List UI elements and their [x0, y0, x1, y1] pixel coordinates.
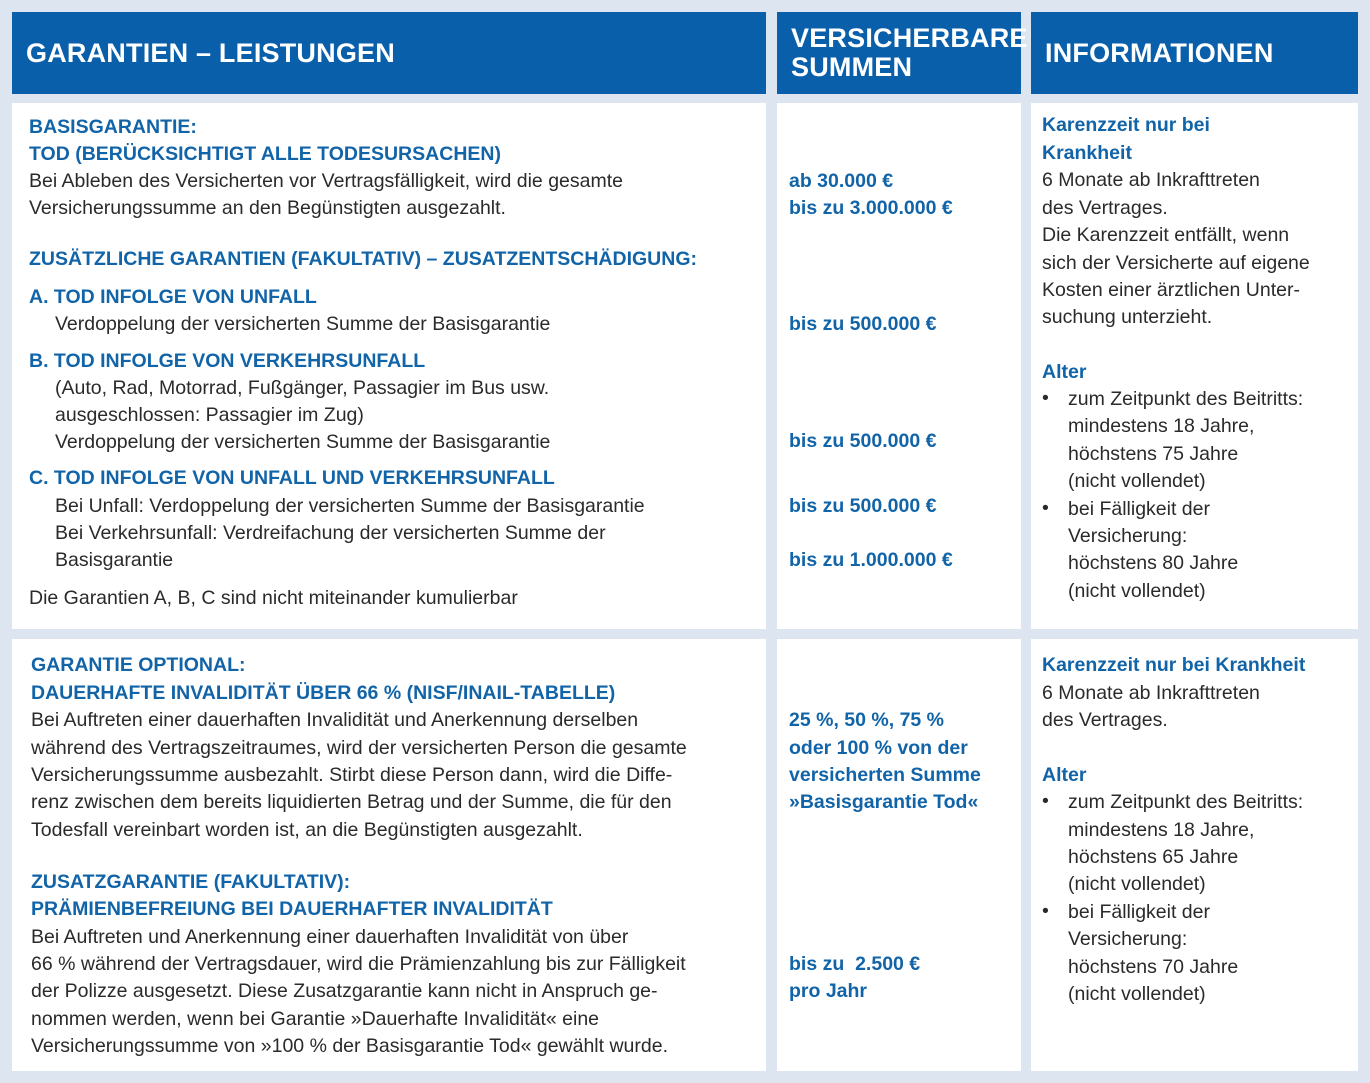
header-informationen-text: INFORMATIONEN	[1045, 37, 1274, 68]
header-summen-line2: SUMMEN	[791, 52, 913, 82]
karenz-text-3: Die Karenzzeit entfällt, wenn	[1042, 224, 1290, 246]
opt-text-4: renz zwischen dem bereits liquidierten Betrag und der Summe, die für den	[31, 791, 672, 813]
alter2-title: Alter	[1042, 764, 1087, 786]
b-text-1: (Auto, Rad, Motorrad, Fußgänger, Passagier im Bus usw.	[55, 377, 550, 399]
summe-opt-4: »Basisgarantie Tod«	[789, 791, 979, 813]
c-title: C. TOD INFOLGE VON UNFALL UND VERKEHRSUNFALL	[29, 467, 555, 489]
opt-text-1: Bei Auftreten einer dauerhaften Invalidität und Anerkennung derselben	[31, 709, 639, 731]
section1-summen	[777, 103, 1021, 629]
alter2-b2-1: bei Fälligkeit der	[1068, 901, 1210, 923]
summe-basis-1: ab 30.000 €	[789, 170, 894, 192]
summe-c2: bis zu 1.000.000 €	[789, 549, 953, 571]
opt-title-1: GARANTIE OPTIONAL:	[31, 654, 246, 676]
section2-summen	[777, 639, 1021, 1071]
karenz-title-2: Krankheit	[1042, 142, 1132, 164]
opt-text-5: Todesfall vereinbart worden ist, an die Begünstigten ausgezahlt.	[31, 819, 583, 841]
alter2-b1-1: zum Zeitpunkt des Beitritts:	[1068, 791, 1304, 813]
alter-b1-4: (nicht vollendet)	[1068, 470, 1206, 492]
zus-text-2: 66 % während der Vertragsdauer, wird die Prämienzahlung bis zur Fälligkeit	[31, 953, 686, 975]
karenz2-text-2: des Vertrages.	[1042, 709, 1168, 731]
basis-title-1: BASISGARANTIE:	[29, 116, 197, 138]
bullet-icon: •	[1042, 387, 1049, 409]
zus-title-2: PRÄMIENBEFREIUNG BEI DAUERHAFTER INVALIDITÄT	[31, 898, 553, 920]
alter-b2-2: Versicherung:	[1068, 525, 1188, 547]
basis-title-2: TOD (BERÜCKSICHTIGT ALLE TODESURSACHEN)	[29, 143, 501, 165]
summe-c1: bis zu 500.000 €	[789, 495, 937, 517]
alter2-b1-3: höchstens 65 Jahre	[1068, 846, 1239, 868]
bullet-icon: •	[1042, 497, 1049, 519]
summe-b: bis zu 500.000 €	[789, 430, 937, 452]
alter-b2-1: bei Fälligkeit der	[1068, 498, 1210, 520]
summe-opt-2: oder 100 % von der	[789, 737, 968, 759]
karenz-text-5: Kosten einer ärztlichen Unter-	[1042, 279, 1300, 301]
b-title: B. TOD INFOLGE VON VERKEHRSUNFALL	[29, 350, 426, 372]
karenz2-text-1: 6 Monate ab Inkrafttreten	[1042, 682, 1260, 704]
alter-b2-3: höchstens 80 Jahre	[1068, 552, 1239, 574]
alter2-b2-4: (nicht vollendet)	[1068, 983, 1206, 1005]
alter-title: Alter	[1042, 361, 1087, 383]
karenz-text-2: des Vertrages.	[1042, 197, 1168, 219]
alter2-b1-4: (nicht vollendet)	[1068, 873, 1206, 895]
c-text-3: Basisgarantie	[55, 549, 174, 571]
header-garantien-text: GARANTIEN – LEISTUNGEN	[26, 37, 395, 68]
section2-garantien	[12, 639, 766, 1071]
c-text-2: Bei Verkehrsunfall: Verdreifachung der versicherten Summe der	[55, 522, 606, 544]
zus-text-4: nommen werden, wenn bei Garantie »Dauerhafte Invalidität« eine	[31, 1008, 600, 1030]
a-text: Verdoppelung der versicherten Summe der Basisgarantie	[55, 313, 551, 335]
section1-garantien	[12, 103, 766, 629]
summe-opt-1: 25 %, 50 %, 75 %	[789, 709, 945, 731]
zus-text-3: der Polizze ausgesetzt. Diese Zusatzgarantie kann nicht in Anspruch ge-	[31, 980, 658, 1002]
karenz-text-6: suchung unterzieht.	[1042, 306, 1213, 328]
karenz2-title: Karenzzeit nur bei Krankheit	[1042, 654, 1306, 676]
zusatz-title: ZUSÄTZLICHE GARANTIEN (FAKULTATIV) – ZUSATZENTSCHÄDIGUNG:	[29, 248, 698, 270]
summe-a: bis zu 500.000 €	[789, 313, 937, 335]
opt-title-2: DAUERHAFTE INVALIDITÄT ÜBER 66 % (NISF/INAIL-TABELLE)	[31, 682, 616, 704]
zus-title-1: ZUSATZGARANTIE (FAKULTATIV):	[31, 871, 351, 893]
c-text-1: Bei Unfall: Verdoppelung der versicherten Summe der Basisgarantie	[55, 495, 645, 517]
section1-informationen	[1031, 103, 1358, 629]
alter-b1-2: mindestens 18 Jahre,	[1068, 415, 1255, 437]
header-summen	[777, 12, 1028, 94]
bullet-icon: •	[1042, 900, 1049, 922]
header-garantien	[12, 12, 766, 94]
alter2-b2-2: Versicherung:	[1068, 928, 1188, 950]
alter2-b2-3: höchstens 70 Jahre	[1068, 956, 1239, 978]
opt-text-3: Versicherungssumme ausbezahlt. Stirbt diese Person dann, wird die Diffe-	[31, 764, 673, 786]
summe-zus-2: pro Jahr	[789, 980, 868, 1002]
karenz-text-1: 6 Monate ab Inkrafttreten	[1042, 169, 1260, 191]
zus-text-5: Versicherungssumme von »100 % der Basisgarantie Tod« gewählt wurde.	[31, 1035, 669, 1057]
summe-opt-3: versicherten Summe	[789, 764, 981, 786]
alter-b1-3: höchstens 75 Jahre	[1068, 443, 1239, 465]
bullet-icon: •	[1042, 790, 1049, 812]
b-text-3: Verdoppelung der versicherten Summe der Basisgarantie	[55, 431, 551, 453]
basis-text-2: Versicherungssumme an den Begünstigten ausgezahlt.	[29, 197, 506, 219]
b-text-2: ausgeschlossen: Passagier im Zug)	[55, 404, 364, 426]
alter-b1-1: zum Zeitpunkt des Beitritts:	[1068, 388, 1304, 410]
karenz-title-1: Karenzzeit nur bei	[1042, 114, 1210, 136]
summe-zus-1: bis zu 2.500 €	[789, 953, 921, 975]
header-summen-line1: VERSICHERBARE	[791, 23, 1028, 53]
basis-text-1: Bei Ableben des Versicherten vor Vertragsfälligkeit, wird die gesamte	[29, 170, 623, 192]
summe-basis-2: bis zu 3.000.000 €	[789, 197, 953, 219]
section2-informationen	[1031, 639, 1358, 1071]
karenz-text-4: sich der Versicherte auf eigene	[1042, 252, 1310, 274]
header-informationen	[1031, 12, 1358, 94]
opt-text-2: während des Vertragszeitraumes, wird der versicherten Person die gesamte	[31, 737, 687, 759]
kumulier-note: Die Garantien A, B, C sind nicht miteinander kumulierbar	[29, 587, 518, 609]
alter-b2-4: (nicht vollendet)	[1068, 580, 1206, 602]
alter2-b1-2: mindestens 18 Jahre,	[1068, 819, 1255, 841]
a-title: A. TOD INFOLGE VON UNFALL	[29, 286, 317, 308]
zus-text-1: Bei Auftreten und Anerkennung einer dauerhaften Invalidität von über	[31, 926, 629, 948]
